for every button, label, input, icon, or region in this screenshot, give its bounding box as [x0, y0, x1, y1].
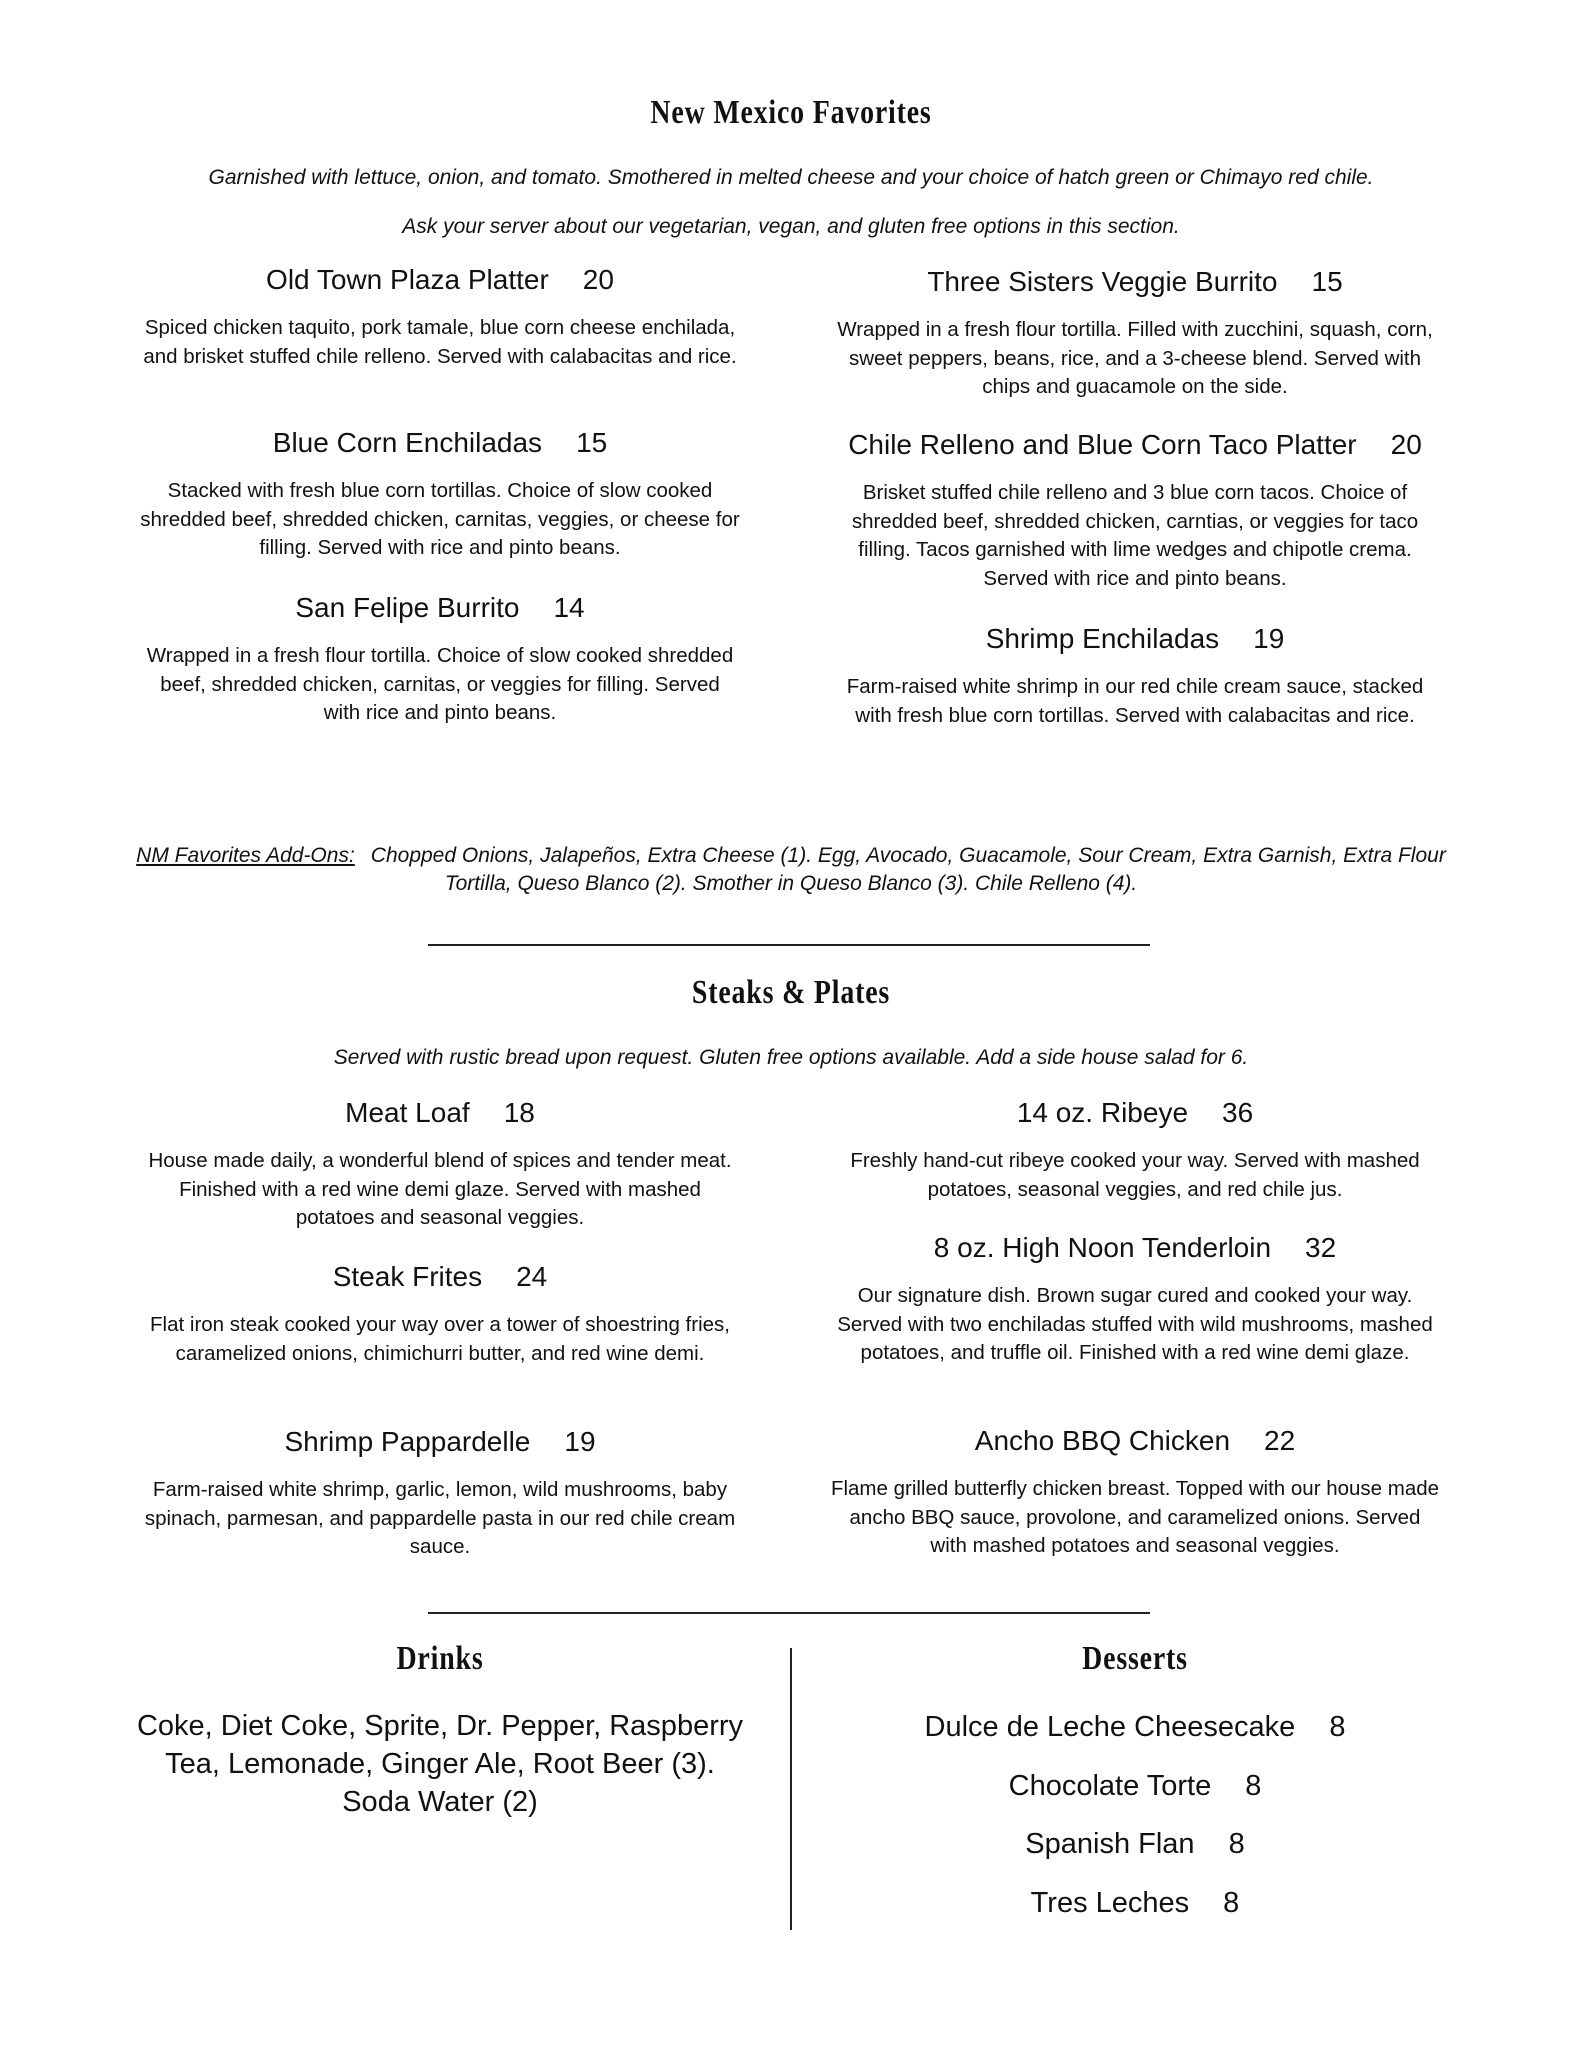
menu-item-heading: [140, 1424, 740, 1460]
menu-item-heading: [140, 590, 740, 626]
menu-item-description: Wrapped in a fresh flour tortilla. Filled with zucchini, squash, corn, sweet peppers, beans, rice, and a 3-cheese blend. Served with chips and guacamole on the side.: [837, 318, 1433, 398]
menu-item-price: 15: [576, 427, 608, 458]
dessert-name: Spanish Flan: [1025, 1828, 1195, 1860]
menu-item: [140, 1095, 740, 1233]
dessert-price: 8: [1228, 1828, 1245, 1860]
menu-item-name: Ancho BBQ Chicken: [974, 1425, 1231, 1456]
nm-subtitle-options: Ask your server about our vegetarian, vegan, and gluten free options in this section.: [402, 215, 1180, 238]
menu-item: [140, 262, 740, 371]
nm-section-title: New Mexico Favorites: [650, 94, 932, 131]
menu-item: [830, 1423, 1440, 1561]
dessert-price: 8: [1223, 1887, 1240, 1919]
menu-item: [140, 1424, 740, 1562]
menu-item-description: House made daily, a wonderful blend of spices and tender meat. Finished with a red wine demi glaze. Served with mashed potatoes and seasonal veggies.: [148, 1149, 732, 1229]
menu-item-price: 14: [553, 592, 585, 623]
menu-item-description: Flame grilled butterfly chicken breast. Topped with our house made ancho BBQ sauce, provolone, and caramelized onions. Served with mashed potatoes and seasonal veggies.: [830, 1477, 1440, 1557]
menu-item-heading: [830, 1423, 1440, 1459]
menu-item-price: 22: [1264, 1425, 1296, 1456]
menu-item-name: Shrimp Enchiladas: [985, 623, 1220, 654]
menu-item-name: Three Sisters Veggie Burrito: [927, 266, 1278, 297]
dessert-name: Chocolate Torte: [1008, 1770, 1212, 1802]
menu-item-name: Old Town Plaza Platter: [266, 264, 549, 295]
nm-addons: [130, 842, 1452, 898]
menu-item: [830, 621, 1440, 730]
menu-item-name: San Felipe Burrito: [295, 592, 520, 623]
menu-item-heading: [140, 1095, 740, 1131]
column-divider: [790, 1648, 792, 1930]
menu-item-description: Flat iron steak cooked your way over a tower of shoestring fries, caramelized onions, chimichurri butter, and red wine demi.: [150, 1313, 730, 1365]
menu-item: [830, 427, 1440, 593]
menu-item: [140, 590, 740, 728]
menu-item-heading: [140, 1259, 740, 1295]
dessert-item: [850, 1826, 1420, 1862]
dessert-price: 8: [1329, 1711, 1346, 1743]
menu-item-price: 20: [582, 264, 614, 295]
menu-item-description: Spiced chicken taquito, pork tamale, blue corn cheese enchilada, and brisket stuffed chile relleno. Served with calabacitas and rice.: [143, 316, 737, 368]
menu-item-name: 8 oz. High Noon Tenderloin: [933, 1232, 1272, 1263]
dessert-item: [850, 1885, 1420, 1921]
menu-item-heading: [140, 262, 740, 298]
menu-item: [140, 425, 740, 563]
menu-item-description: Brisket stuffed chile relleno and 3 blue corn tacos. Choice of shredded beef, shredded chicken, carntias, or veggies for taco filling. Tacos garnished with lime wedges and chipotle crema. Served with rice and pinto beans.: [851, 481, 1419, 590]
dessert-item: [850, 1768, 1420, 1804]
menu-item-name: Shrimp Pappardelle: [284, 1426, 531, 1457]
menu-item-price: 24: [516, 1261, 548, 1292]
menu-item-heading: [830, 427, 1440, 463]
nm-subtitle-garnish: Garnished with lettuce, onion, and tomato. Smothered in melted cheese and your choice of hatch green or Chimayo red chile.: [208, 166, 1374, 189]
dessert-name: Tres Leches: [1030, 1887, 1190, 1919]
menu-item-price: 32: [1305, 1232, 1337, 1263]
steaks-subtitle: Served with rustic bread upon request. Gluten free options available. Add a side house salad for 6.: [333, 1046, 1249, 1069]
dessert-name: Dulce de Leche Cheesecake: [924, 1711, 1296, 1743]
dessert-price: 8: [1245, 1770, 1262, 1802]
section-divider: [428, 944, 1150, 946]
menu-item-price: 19: [1253, 623, 1285, 654]
steaks-section-title: Steaks & Plates: [691, 974, 891, 1011]
menu-item-heading: [830, 1095, 1440, 1131]
menu-item-description: Freshly hand-cut ribeye cooked your way. Served with mashed potatoes, seasonal veggies, and red chile jus.: [850, 1149, 1420, 1201]
menu-item-name: Chile Relleno and Blue Corn Taco Platter: [848, 429, 1357, 460]
menu-item-description: Wrapped in a fresh flour tortilla. Choice of slow cooked shredded beef, shredded chicken, carnitas, or veggies for filling. Served with rice and pinto beans.: [146, 644, 734, 724]
menu-item-name: Meat Loaf: [345, 1097, 470, 1128]
menu-item-price: 18: [503, 1097, 535, 1128]
section-divider: [428, 1612, 1150, 1614]
menu-item: [140, 1259, 740, 1368]
menu-item: [830, 264, 1440, 402]
menu-item-name: Blue Corn Enchiladas: [272, 427, 543, 458]
drinks-title: Drinks: [396, 1640, 484, 1677]
dessert-item: [850, 1709, 1420, 1745]
menu-item-description: Farm-raised white shrimp in our red chile cream sauce, stacked with fresh blue corn tortillas. Served with calabacitas and rice.: [846, 675, 1424, 727]
menu-item-price: 19: [564, 1426, 596, 1457]
nm-addons-label: NM Favorites Add-Ons:: [136, 844, 355, 867]
menu-item-price: 15: [1311, 266, 1343, 297]
menu-item-description: Farm-raised white shrimp, garlic, lemon, wild mushrooms, baby spinach, parmesan, and pappardelle pasta in our red chile cream sauce.: [144, 1478, 736, 1558]
menu-item-heading: [830, 621, 1440, 657]
nm-addons-text: Chopped Onions, Jalapeños, Extra Cheese (1). Egg, Avocado, Guacamole, Sour Cream, Extra Garnish, Extra Flour Tortilla, Queso Blanco (2). Smother in Queso Blanco (3). Chile Relleno (4).: [370, 844, 1446, 895]
menu-item-name: Steak Frites: [332, 1261, 483, 1292]
menu-item-name: 14 oz. Ribeye: [1016, 1097, 1189, 1128]
menu-item-description: Stacked with fresh blue corn tortillas. Choice of slow cooked shredded beef, shredded chicken, carnitas, veggies, or cheese for filling. Served with rice and pinto beans.: [140, 479, 740, 559]
menu-item-price: 36: [1222, 1097, 1254, 1128]
menu-item-heading: [830, 1230, 1440, 1266]
menu-item: [830, 1095, 1440, 1204]
menu-item-price: 20: [1390, 429, 1422, 460]
menu-item: [830, 1230, 1440, 1368]
menu-item-heading: [140, 425, 740, 461]
desserts-title: Desserts: [1082, 1640, 1188, 1677]
menu-item-heading: [830, 264, 1440, 300]
drinks-list: Coke, Diet Coke, Sprite, Dr. Pepper, Raspberry Tea, Lemonade, Ginger Ale, Root Beer (3). Soda Water (2): [136, 1710, 744, 1818]
menu-item-description: Our signature dish. Brown sugar cured and cooked your way. Served with two enchiladas stuffed with wild mushrooms, mashed potatoes, and truffle oil. Finished with a red wine demi glaze.: [837, 1284, 1433, 1364]
